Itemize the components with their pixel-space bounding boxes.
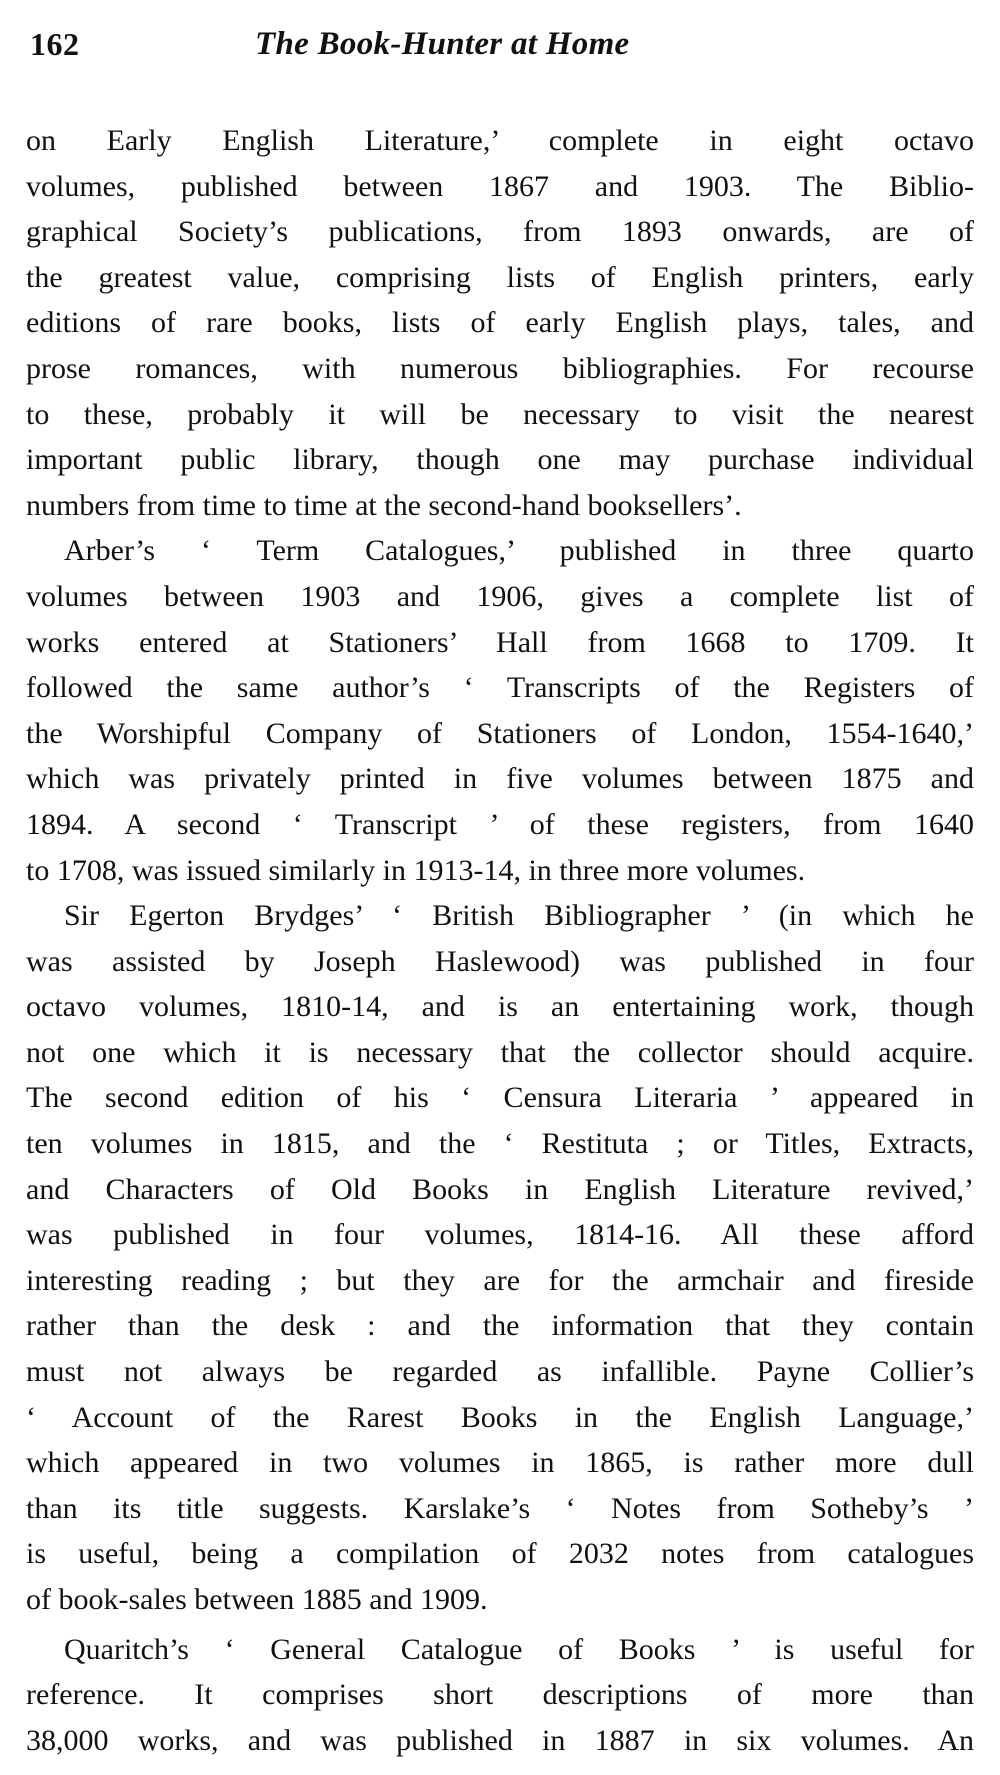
text-line: reference. It comprises short descriptions of more than (26, 1678, 974, 1712)
text-line: interesting reading ; but they are for the armchair and fireside (26, 1263, 974, 1297)
text-line: and Characters of Old Books in English Literature revived,’ (26, 1172, 974, 1206)
text-line: which appeared in two volumes in 1865, is rather more dull (26, 1446, 974, 1480)
text-line: volumes between 1903 and 1906, gives a complete list of (26, 579, 974, 613)
text-line: the Worshipful Company of Stationers of London, 1554-1640,’ (26, 716, 974, 750)
text-line: works entered at Stationers’ Hall from 1668 to 1709. It (26, 625, 974, 659)
paragraph (26, 1627, 974, 1764)
text-line: prose romances, with numerous bibliographies. For recourse (26, 351, 974, 385)
text-line: numbers from time to time at the second-hand booksellers’. (26, 488, 742, 522)
text-line: rather than the desk : and the information that they contain (26, 1309, 974, 1343)
page-number: 162 (30, 26, 80, 62)
text-line: to 1708, was issued similarly in 1913-14, in three more volumes. (26, 853, 806, 887)
text-line: 38,000 works, and was published in 1887 in six volumes. An (26, 1723, 974, 1757)
text-line: The second edition of his ‘ Censura Literaria ’ appeared in (26, 1081, 974, 1115)
running-title: The Book-Hunter at Home (255, 26, 630, 62)
text-line: Sir Egerton Brydges’ ‘ British Bibliographer ’ (in which he (64, 899, 974, 933)
text-line: 1894. A second ‘ Transcript ’ of these registers, from 1640 (26, 807, 974, 841)
text-line: editions of rare books, lists of early English plays, tales, and (26, 306, 974, 340)
text-line: of book-sales between 1885 and 1909. (26, 1583, 488, 1616)
text-line: graphical Society’s publications, from 1893 onwards, are of (26, 215, 974, 249)
text-line: Quaritch’s ‘ General Catalogue of Books ’ is useful for (64, 1632, 974, 1666)
text-line: the greatest value, comprising lists of English printers, early (26, 260, 974, 294)
text-line: was published in four volumes, 1814-16. All these afford (26, 1218, 974, 1252)
page-header (30, 26, 990, 76)
paragraph (26, 893, 974, 1623)
paragraph (26, 528, 974, 893)
text-line: was assisted by Joseph Haslewood) was published in four (26, 944, 974, 978)
text-line: octavo volumes, 1810-14, and is an entertaining work, though (26, 990, 974, 1024)
text-line: than its title suggests. Karslake’s ‘ Notes from Sotheby’s ’ (26, 1491, 974, 1525)
text-line: which was privately printed in five volumes between 1875 and (26, 762, 974, 796)
text-line: ‘ Account of the Rarest Books in the English Language,’ (26, 1400, 974, 1434)
text-line: followed the same author’s ‘ Transcripts of the Registers of (26, 671, 974, 705)
text-line: on Early English Literature,’ complete in eight octavo (26, 124, 974, 157)
paragraph (26, 118, 974, 528)
text-line: not one which it is necessary that the collector should acquire. (26, 1035, 974, 1069)
text-line: is useful, being a compilation of 2032 notes from catalogues (26, 1537, 974, 1571)
text-line: volumes, published between 1867 and 1903. The Biblio- (26, 169, 974, 203)
body-text (26, 118, 974, 1763)
text-line: important public library, though one may purchase individual (26, 443, 974, 477)
text-line: Arber’s ‘ Term Catalogues,’ published in three quarto (64, 534, 974, 568)
text-line: ten volumes in 1815, and the ‘ Restituta ; or Titles, Extracts, (26, 1127, 974, 1161)
text-line: must not always be regarded as infallible. Payne Collier’s (26, 1355, 974, 1389)
text-line: to these, probably it will be necessary to visit the nearest (26, 397, 974, 431)
